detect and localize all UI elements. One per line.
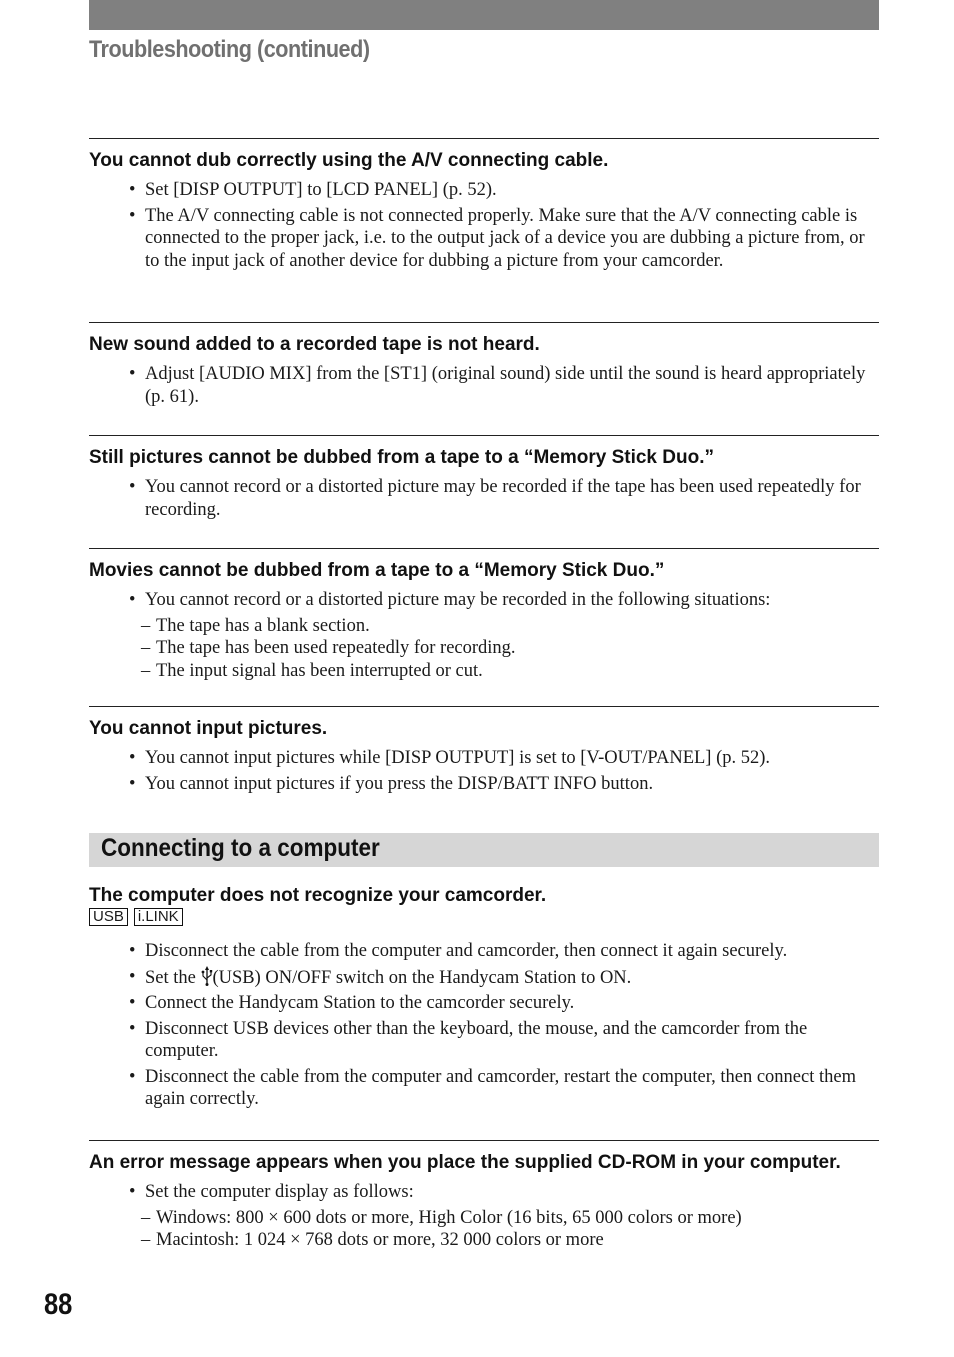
troubleshoot-section-av-dub — [89, 138, 879, 275]
section-heading: Connecting to a computer — [101, 834, 380, 862]
list-item: • Connect the Handycam Station to the camcorder securely. — [129, 993, 575, 1013]
sub-list-item: – The tape has a blank section. — [141, 615, 370, 636]
troubleshoot-section-not-recognized — [89, 874, 879, 1114]
header-bar — [89, 0, 879, 30]
section-divider — [89, 1140, 879, 1141]
section-question: The computer does not recognize your camcorder. — [89, 885, 547, 906]
sub-list-item: – The tape has been used repeatedly for recording. — [141, 638, 516, 658]
usb-badge: USB — [89, 908, 128, 926]
ilink-badge: i.LINK — [134, 908, 183, 926]
list-item: • You cannot record or a distorted picture may be recorded if the tape has been used repeatedly for recording. — [129, 477, 861, 520]
section-question: Movies cannot be dubbed from a tape to a “Memory Stick Duo.” — [89, 560, 665, 581]
section-divider — [89, 548, 879, 549]
section-question: New sound added to a recorded tape is not heard. — [89, 334, 540, 355]
troubleshoot-section-new-sound — [89, 322, 879, 411]
section-divider — [89, 706, 879, 707]
sub-list-item: – Macintosh: 1 024 × 768 dots or more, 32 000 colors or more — [141, 1230, 604, 1250]
list-item: • Disconnect USB devices other than the keyboard, the mouse, and the camcorder from the computer. — [129, 1018, 808, 1061]
section-question: You cannot dub correctly using the A/V connecting cable. — [89, 150, 609, 171]
list-item: • The A/V connecting cable is not connected properly. Make sure that the A/V connecting cable is connected to the proper jack, i.e. to the output jack of a device you are dubbing a picture from, or to the input jack of another device for dubbing a picture from your camcorder. — [129, 205, 865, 271]
usb-icon — [201, 966, 213, 986]
list-item: • Disconnect the cable from the computer and camcorder, restart the computer, then connect them again correctly. — [129, 1066, 856, 1109]
section-divider — [89, 138, 879, 139]
list-item: • Set the (USB) ON/OFF switch on the Handycam Station to ON. — [129, 966, 632, 988]
troubleshoot-section-cdrom-error — [89, 1140, 879, 1252]
list-item: • You cannot record or a distorted picture may be recorded in the following situations: — [129, 590, 771, 610]
page-number: 88 — [44, 1288, 73, 1321]
list-item: • Set the computer display as follows: — [129, 1182, 414, 1202]
list-item: • You cannot input pictures while [DISP OUTPUT] is set to [V-OUT/PANEL] (p. 52). — [129, 748, 771, 768]
sub-list-item: – The input signal has been interrupted or cut. — [141, 660, 483, 681]
troubleshoot-section-input-pictures — [89, 706, 879, 798]
section-question: An error message appears when you place the supplied CD-ROM in your computer. — [89, 1152, 841, 1173]
connection-badges — [89, 908, 879, 930]
running-head: Troubleshooting (continued) — [89, 36, 370, 63]
troubleshoot-section-still-dub — [89, 435, 879, 524]
section-divider — [89, 322, 879, 323]
sub-list-item: – Windows: 800 × 600 dots or more, High Color (16 bits, 65 000 colors or more) — [141, 1207, 742, 1228]
troubleshoot-section-movie-dub — [89, 548, 879, 682]
list-item: • Adjust [AUDIO MIX] from the [ST1] (original sound) side until the sound is heard appropriately (p. 61). — [129, 364, 866, 407]
list-item: • You cannot input pictures if you press the DISP/BATT INFO button. — [129, 773, 654, 794]
section-divider — [89, 435, 879, 436]
section-question: You cannot input pictures. — [89, 718, 328, 739]
section-question: Still pictures cannot be dubbed from a tape to a “Memory Stick Duo.” — [89, 447, 714, 468]
section-heading-band — [89, 833, 879, 867]
list-item: • Disconnect the cable from the computer and camcorder, then connect it again securely. — [129, 941, 788, 961]
list-item: • Set [DISP OUTPUT] to [LCD PANEL] (p. 52). — [129, 180, 497, 200]
